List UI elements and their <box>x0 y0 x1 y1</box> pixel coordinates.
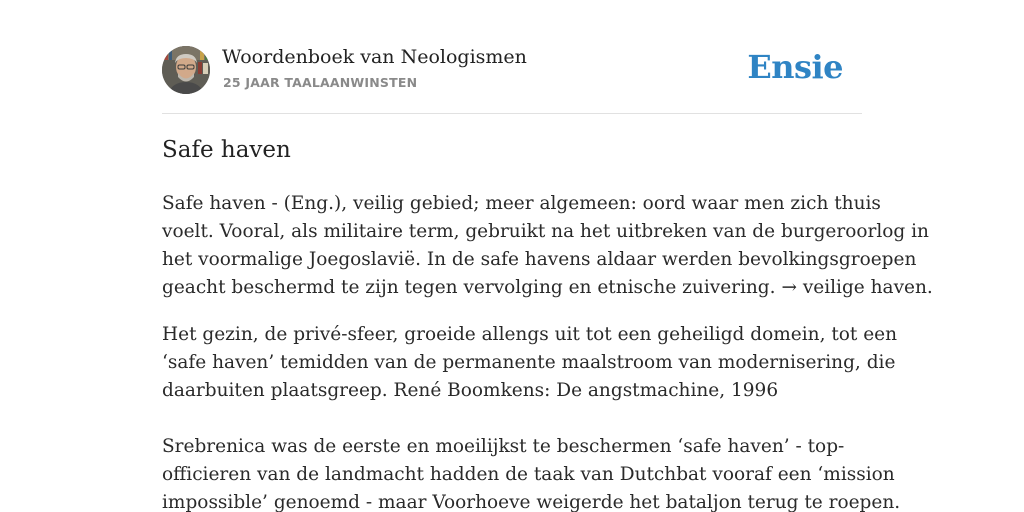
quote-line: daarbuiten plaatsgreep. René Boomkens: De angstmachine, 1996 <box>162 380 779 401</box>
brand-logo[interactable]: Ensie <box>747 48 843 86</box>
quote-line: ‘safe haven’ temidden van de permanente maalstroom van modernisering, die <box>162 352 896 373</box>
quote-line: Srebrenica was de eerste en moeilijkst te beschermen ‘safe haven’ - top- <box>162 436 845 457</box>
quote-line: officieren van de landmacht hadden de taak van Dutchbat vooraf een ‘mission <box>162 464 895 485</box>
definition-line: het voormalige Joegoslavië. In de safe havens aldaar werden bevolkingsgroepen <box>162 249 917 270</box>
definition-paragraph <box>162 190 933 302</box>
cross-reference-link[interactable]: → veilige haven. <box>781 277 933 298</box>
entry-title: Safe haven <box>162 137 291 163</box>
quote-paragraph-1 <box>162 321 898 405</box>
source-subtitle: 25 JAAR TAALAANWINSTEN <box>223 75 418 90</box>
header-divider <box>162 113 862 114</box>
quote-line: impossible’ genoemd - maar Voorhoeve weigerde het bataljon terug te roepen. <box>162 492 901 512</box>
avatar[interactable] <box>162 46 210 94</box>
definition-line: Safe haven - (Eng.), veilig gebied; meer algemeen: oord waar men zich thuis <box>162 193 881 214</box>
definition-line: geacht beschermd te zijn tegen vervolging en etnische zuivering. <box>162 277 776 298</box>
definition-line-last <box>162 274 933 302</box>
source-header <box>162 46 862 96</box>
quote-line: Het gezin, de privé-sfeer, groeide allengs uit tot een geheiligd domein, tot een <box>162 324 898 345</box>
quote-paragraph-2 <box>162 433 901 512</box>
author-portrait-icon <box>162 46 210 94</box>
source-title[interactable]: Woordenboek van Neologismen <box>222 46 527 68</box>
definition-line: voelt. Vooral, als militaire term, gebruikt na het uitbreken van de burgeroorlog in <box>162 221 929 242</box>
